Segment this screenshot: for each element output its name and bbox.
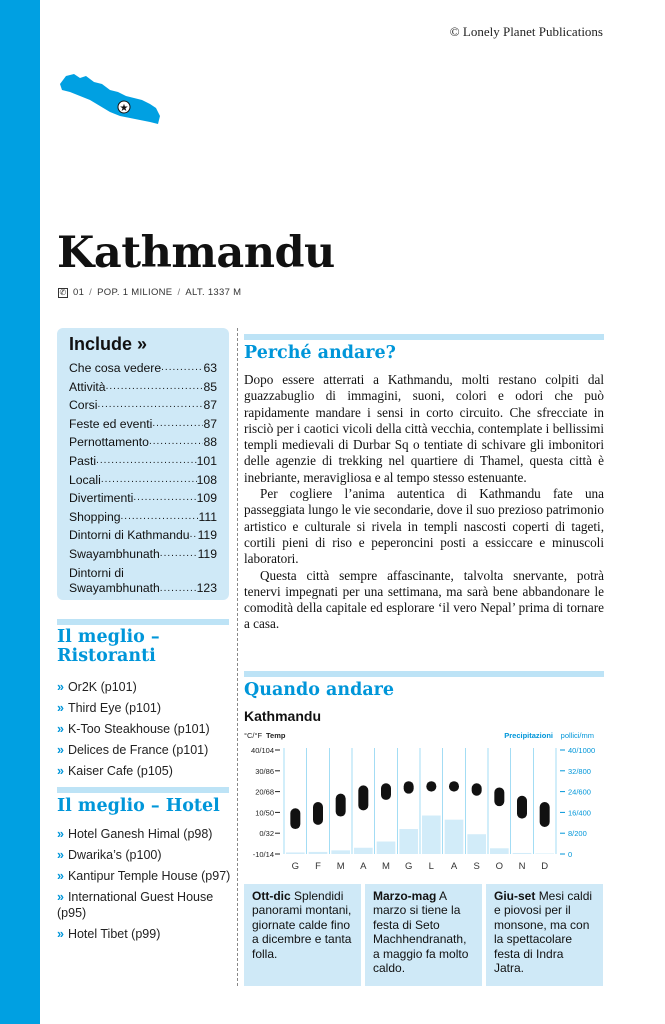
precip-bar — [399, 829, 418, 854]
temp-range-bar — [404, 781, 414, 793]
precip-bar — [377, 842, 396, 854]
include-item-page: 85 — [203, 379, 217, 394]
include-item[interactable] — [69, 452, 217, 471]
include-item-label: Swayambhunath — [69, 580, 160, 595]
include-item[interactable] — [69, 433, 217, 452]
list-item-label: Kaiser Cafe (p105) — [67, 764, 173, 778]
page-title: Kathmandu — [57, 228, 335, 278]
precip-bar — [422, 816, 441, 854]
precip-bar — [286, 852, 305, 854]
include-item-page: 101 — [196, 453, 217, 468]
list-item-label: Hotel Ganesh Himal (p98) — [67, 827, 213, 841]
month-label: L — [428, 861, 434, 872]
list-item[interactable] — [57, 889, 232, 921]
right-tick-label: 8/200 — [568, 829, 587, 839]
when-to-go-title: Quando andare — [244, 680, 395, 700]
precip-bar — [331, 850, 350, 854]
city-meta: ✆ 01 / POP. 1 MILIONE / ALT. 1337 M — [59, 287, 242, 298]
season-box — [244, 884, 361, 986]
section-bar — [244, 671, 604, 677]
arrow-icon: » — [57, 827, 64, 841]
arrow-icon: » — [57, 701, 64, 715]
include-item-label: Shopping — [69, 509, 121, 524]
month-label: M — [382, 861, 390, 872]
season-box — [365, 884, 482, 986]
section-bar — [244, 334, 604, 340]
month-label: G — [291, 861, 300, 872]
include-item-label: Che cosa vedere — [69, 361, 162, 375]
arrow-icon: » — [57, 869, 64, 883]
list-item-label: Third Eye (p101) — [67, 701, 162, 715]
why-go-title: Perché andare? — [244, 343, 396, 363]
list-item-label: Hotel Tibet (p99) — [67, 927, 161, 941]
right-axis-unit: pollici/mm — [560, 731, 594, 740]
column-divider — [237, 328, 238, 986]
paragraph: Per cogliere l’anima autentica di Kathmandu fate una passeggiata lungo le vie secondarie, dove il suo prezioso patrimonio artistico e culturale si rivela in templi nascosti coperti di tageti, cortili pieni di riso e peperoncini posti a essiccare e minuscoli laboratori. — [244, 486, 604, 567]
include-item-label: Swayambhunath — [69, 546, 160, 561]
altitude: ALT. 1337 M — [185, 287, 242, 298]
temp-range-bar — [426, 781, 436, 791]
section-bar — [57, 787, 229, 793]
season-text: A marzo si tiene la festa di Seto Machhendranath, a maggio fa molto caldo. — [373, 889, 469, 976]
include-item-page: 119 — [197, 528, 217, 543]
include-list — [69, 359, 217, 564]
include-item-label: Pernottamento — [69, 435, 149, 450]
section-bar — [57, 619, 229, 625]
temp-range-bar — [381, 783, 391, 800]
side-stripe — [0, 0, 40, 1024]
precip-bar — [535, 853, 554, 854]
include-item[interactable] — [69, 415, 217, 434]
month-label: M — [336, 861, 345, 872]
month-label: G — [404, 861, 413, 872]
phone-code: 01 — [73, 287, 85, 298]
chart-city-label: Kathmandu — [244, 708, 321, 724]
list-item-label: International Guest House (p95) — [57, 890, 214, 920]
include-item[interactable] — [69, 508, 217, 527]
list-item[interactable] — [57, 679, 232, 695]
include-item[interactable] — [69, 378, 217, 397]
include-item-page: 123 — [196, 580, 217, 595]
list-item[interactable] — [57, 763, 232, 779]
list-item-label: Kantipur Temple House (p97) — [67, 869, 231, 883]
arrow-icon: » — [57, 927, 64, 941]
include-item-page: 119 — [197, 546, 217, 561]
arrow-icon: » — [57, 890, 64, 904]
precip-bar — [513, 853, 532, 854]
copyright: © Lonely Planet Publications — [449, 24, 603, 39]
temp-range-bar — [449, 781, 459, 791]
best-restaurants-title: Il meglio – Ristoranti — [57, 627, 160, 667]
phone-icon: ✆ — [59, 287, 67, 297]
month-label: D — [541, 861, 549, 872]
best-hotels-list — [57, 826, 232, 947]
include-item[interactable] — [69, 566, 217, 596]
include-item[interactable] — [69, 471, 217, 490]
temp-range-bar — [336, 794, 346, 817]
include-item-page: 63 — [203, 361, 217, 375]
season-label: Marzo-mag — [373, 889, 437, 903]
left-tick-label: -10/14 — [252, 850, 274, 859]
season-text: Mesi caldi e piovosi per il monsone, ma con la spettacolare festa di Indra Jatra. — [494, 889, 593, 976]
include-item-page: 111 — [198, 509, 217, 524]
include-item-label: Attività — [69, 379, 106, 394]
season-label: Giu-set — [494, 889, 536, 903]
list-item[interactable] — [57, 826, 232, 842]
list-item[interactable] — [57, 847, 232, 863]
month-label: A — [450, 861, 458, 872]
include-box — [57, 328, 229, 600]
left-tick-label: 40/104 — [251, 746, 274, 755]
right-tick-label: 0 — [568, 850, 573, 859]
season-box — [486, 884, 603, 986]
arrow-icon: » — [57, 743, 64, 757]
include-item-label: Dintorni di — [69, 565, 124, 580]
right-tick-label: 16/400 — [568, 808, 591, 818]
list-item[interactable] — [57, 868, 232, 884]
temp-range-bar — [517, 796, 527, 819]
month-label: F — [315, 861, 321, 872]
month-label: N — [518, 861, 526, 872]
include-item[interactable] — [69, 396, 217, 415]
list-item-label: Dwarika’s (p100) — [67, 848, 162, 862]
left-tick-label: 20/68 — [255, 787, 274, 797]
left-tick-label: 10/50 — [255, 808, 274, 818]
list-item-label: Or2K (p101) — [67, 680, 137, 694]
include-item[interactable] — [69, 526, 217, 545]
nepal-map-icon — [56, 70, 162, 126]
list-item-label: K-Too Steakhouse (p101) — [67, 722, 210, 736]
include-item-label: Dintorni di Kathmandu — [69, 528, 190, 543]
why-go-text — [244, 372, 604, 633]
svg-text:★: ★ — [119, 103, 129, 114]
arrow-icon: » — [57, 848, 64, 862]
precip-bar — [467, 834, 486, 854]
temp-range-bar — [290, 808, 300, 829]
precip-bar — [490, 848, 509, 854]
include-item[interactable] — [69, 489, 217, 508]
temp-range-bar — [540, 802, 550, 827]
include-item-page: 87 — [203, 398, 217, 413]
include-item-label: Feste ed eventi — [69, 416, 153, 431]
list-item[interactable] — [57, 742, 232, 758]
include-item-page: 88 — [203, 435, 217, 450]
right-axis-title: Precipitazioni — [504, 731, 553, 740]
right-tick-label: 40/1000 — [568, 746, 596, 755]
precip-bar — [309, 852, 328, 854]
arrow-icon: » — [57, 722, 64, 736]
include-item-label: Pasti — [69, 453, 97, 468]
arrow-icon: » — [57, 764, 64, 778]
left-axis-title: Temp — [266, 731, 286, 740]
list-item-label: Delices de France (p101) — [67, 743, 209, 757]
right-tick-label: 32/800 — [568, 766, 591, 776]
season-text: Splendidi panorami montani, giornate calde fino a dicembre e tanta folla. — [252, 889, 352, 961]
left-tick-label: 30/86 — [255, 766, 274, 776]
month-label: O — [495, 861, 504, 872]
list-item[interactable] — [57, 700, 232, 716]
precip-bar — [445, 820, 464, 854]
month-label: S — [473, 861, 480, 872]
include-heading: Include » — [69, 334, 148, 354]
arrow-icon: » — [57, 680, 64, 694]
include-item-label: Divertimenti — [69, 491, 134, 506]
right-tick-label: 24/600 — [568, 787, 591, 797]
list-item[interactable] — [57, 721, 232, 737]
include-item-page: 87 — [203, 416, 217, 431]
include-item[interactable] — [69, 545, 217, 564]
temp-range-bar — [472, 783, 482, 795]
include-item[interactable] — [69, 359, 217, 378]
paragraph: Dopo essere atterrati a Kathmandu, molti restano colpiti dal guazzabuglio di immagini, suoni, colori e odori che può rapidamente mandare i sensi in corto circuito. Che sfrecciate in risciò per i caotici vicoli della città vecchia, contemplate i bellissimi templi medievali di Durbar Sq o tentiate di schivare gli imbonitori delle agenzie di trekking nel quartiere di Thamel, questa città è inebriante, meravigliosa e al tempo stesso estenuante. — [244, 372, 604, 485]
population: POP. 1 MILIONE — [97, 287, 173, 298]
season-label: Ott-dic — [252, 889, 291, 903]
left-tick-label: 0/32 — [259, 829, 274, 839]
list-item[interactable] — [57, 926, 232, 942]
month-label: A — [360, 861, 367, 872]
include-item-page: 108 — [196, 472, 217, 487]
include-item-page: 109 — [196, 491, 217, 506]
left-axis-unit: °C/°F — [244, 731, 263, 740]
precip-bar — [354, 848, 373, 854]
climate-chart — [244, 728, 604, 876]
include-item-label: Locali — [69, 472, 101, 487]
include-item-label: Corsi — [69, 398, 98, 413]
temp-range-bar — [494, 787, 504, 806]
best-restaurants-list — [57, 679, 232, 784]
paragraph: Questa città sempre affascinante, talvolta snervante, potrà tenervi impegnati per una settimana, ma sarà bene abbandonare le comodità della capitale ed esplorare ‘il vero Nepal’ prima di tornare a casa. — [244, 567, 604, 632]
best-hotels-title: Il meglio – Hotel — [57, 796, 220, 816]
temp-range-bar — [313, 802, 323, 825]
temp-range-bar — [358, 785, 368, 810]
